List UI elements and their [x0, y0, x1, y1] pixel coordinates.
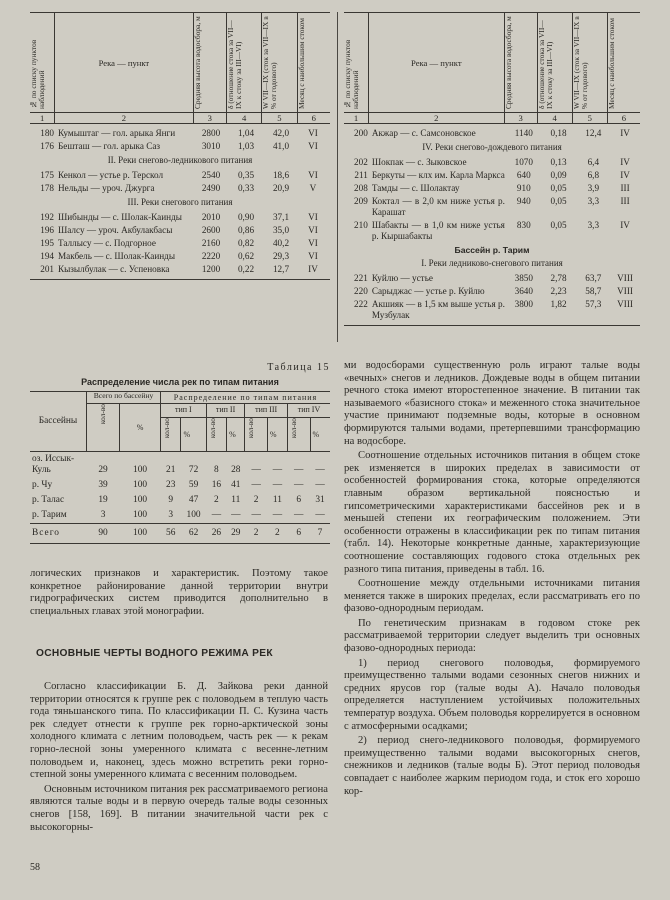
header-col-number: № по списку пунктов наблюдений: [343, 39, 360, 109]
header-type-1: тип I: [174, 405, 192, 414]
table-row: [344, 220, 640, 242]
row-number: 200: [354, 128, 368, 138]
header-basin: Бассейны: [38, 416, 78, 426]
row-river: Акжар — с. Самсоновское: [371, 128, 476, 138]
table-total-row: [30, 524, 330, 544]
row-w: 58,7: [585, 286, 602, 296]
header-col-number: № по списку пунктов наблюдений: [29, 39, 46, 109]
row-month: IV: [620, 170, 630, 180]
row-height: 2490: [201, 183, 221, 193]
row-value: 8: [214, 465, 219, 475]
row-w: 12,4: [585, 128, 602, 138]
header-kol: кол-во: [207, 418, 217, 439]
paragraph: Согласно классификации Б. Д. Зайкова реки данной территории относятся к группе рек с половодьем в теплую часть года тяньшанского типа. По классификации П. С. Кузина часть рек следует отнести к группе рек горно-арктической зоны холодного климата с летним половодьем, часть рек — к рекам горно-лесной зоны умеренного климата с весенне-летним половодьем и, наконец, здесь можно встретить реки горно-степной зоны умеренного климата с весенним половодьем.: [30, 680, 328, 781]
row-value: 11: [231, 495, 241, 505]
row-month: VIII: [617, 286, 633, 296]
row-month: III: [620, 183, 630, 193]
row-value: 19: [98, 495, 108, 505]
row-month: III: [620, 196, 630, 206]
row-value: 90: [98, 528, 108, 538]
row-height: 2220: [201, 251, 221, 261]
row-basin: оз. Иссык-Куль: [32, 454, 75, 475]
row-delta: 0,13: [550, 157, 567, 167]
row-value: —: [211, 510, 222, 520]
row-value: 6: [296, 528, 302, 538]
header-col-height: Средняя высота водосбора, м: [503, 16, 513, 109]
row-value: 41: [231, 480, 241, 490]
row-value: 59: [188, 480, 199, 490]
right-river-table: [344, 12, 640, 326]
table-row: [30, 141, 330, 152]
row-height: 1140: [514, 128, 533, 138]
row-value: 100: [133, 510, 148, 520]
row-delta: 1,03: [237, 141, 255, 151]
row-number: 192: [40, 212, 54, 222]
row-value: 6: [296, 495, 302, 505]
row-value: —: [315, 480, 325, 490]
row-w: 42,0: [272, 128, 290, 138]
row-river: Макбель — с. Шолак-Каинды: [58, 251, 176, 261]
col-number-label: 5: [262, 113, 297, 124]
row-value: 2: [214, 495, 219, 505]
row-month: VI: [308, 212, 318, 222]
table-row: [344, 273, 640, 284]
row-delta: 1,04: [237, 128, 255, 138]
row-delta: 0,82: [237, 238, 255, 248]
row-river: Кумыштаг — гол. арыка Янги: [58, 128, 176, 138]
row-height: 640: [516, 170, 531, 180]
table-row: [30, 264, 330, 275]
table-row: [30, 225, 330, 236]
row-river: Таллысу — с. Подгорное: [58, 238, 156, 248]
row-delta: 0,05: [550, 183, 567, 193]
row-height: 3010: [201, 141, 221, 151]
left-table-body: [30, 128, 330, 280]
paragraph: Соотношение между отдельными источниками питания меняется также в широких пределах, если рассматривать его по фазово-однородным периодам.: [344, 578, 640, 615]
table-label: Таблица 15: [267, 362, 330, 373]
header-col-river: Река — пункт: [411, 57, 462, 68]
row-river: Шабакты — в 1,0 км ниже устья р. Кыршабакты: [371, 220, 505, 241]
row-number: 178: [40, 183, 54, 193]
row-w: 63,7: [585, 273, 602, 283]
table-row: [30, 478, 330, 493]
row-value: —: [315, 510, 325, 520]
row-delta: 0,18: [550, 128, 567, 138]
row-delta: 0,35: [237, 170, 255, 180]
row-month: VI: [308, 251, 318, 261]
paragraph: Основным источником питания рек рассматриваемого региона являются талые воды и в первую очередь талые воды сезонных снегов [158, 169]. В питании значительной части рек с высокогорны-: [30, 783, 328, 833]
header-kol: кол-во: [98, 404, 108, 425]
row-value: 2: [253, 495, 259, 505]
right-table-body: [344, 128, 640, 326]
header-pct: %: [136, 422, 144, 432]
page-number: 58: [30, 862, 40, 873]
row-height: 1200: [201, 264, 221, 274]
row-number: 196: [40, 225, 54, 235]
row-delta: 0,22: [237, 264, 255, 274]
row-height: 830: [516, 220, 531, 230]
row-height: 2800: [201, 128, 221, 138]
row-w: 57,3: [585, 299, 602, 309]
row-value: 7: [317, 528, 323, 538]
table-row: [30, 508, 330, 524]
row-delta: 0,62: [237, 251, 255, 261]
header-kol: кол-во: [246, 418, 256, 439]
table-row: [344, 157, 640, 168]
table-row: [30, 238, 330, 249]
row-number: 221: [354, 273, 368, 283]
paragraph: По генетическим признакам в годовом стоке рек рассматриваемой территории следует выделить три основных фазово-однородных периода:: [344, 617, 640, 655]
col-number-label: 4: [226, 113, 261, 124]
row-river: Шокпак — с. Зыковское: [371, 157, 467, 167]
row-month: VI: [308, 238, 318, 248]
row-delta: 0,09: [550, 170, 567, 180]
section-label: Бассейн р. Тарим: [454, 245, 530, 255]
header-pct: %: [229, 430, 236, 439]
row-month: IV: [620, 128, 630, 138]
row-value: 56: [166, 528, 176, 538]
paragraph: 2) период снего-ледникового половодья, формируемого преимущественно талыми водами высокогорных снегов, снежников и ледников (талые воды Б). Этот период половодья совпадает с наиболее жарким периодом года, и сток его хорошо кор-: [344, 735, 640, 797]
table-row: [30, 452, 330, 479]
row-value: 11: [272, 495, 282, 505]
row-number: 195: [40, 238, 54, 248]
row-w: 6,8: [587, 170, 600, 180]
row-number: 210: [354, 220, 368, 230]
row-value: —: [294, 510, 304, 520]
table-row: [344, 183, 640, 194]
row-river: Куйлю — устье: [371, 273, 433, 283]
col-number-label: 3: [504, 113, 537, 124]
row-value: 62: [188, 528, 199, 538]
table-row: [30, 170, 330, 181]
table-row: [30, 493, 330, 508]
section-label: IV. Реки снегово-дождевого питания: [422, 142, 562, 152]
header-col-delta: δ (отношение стока за VII—IX к стоку за III—VI): [225, 20, 243, 109]
header-kol: кол-во: [288, 418, 298, 439]
row-w: 18,6: [272, 170, 290, 180]
row-number: 208: [354, 183, 368, 193]
row-value: 28: [231, 465, 241, 475]
row-basin: Всего: [32, 528, 60, 538]
row-w: 3,9: [587, 183, 600, 193]
row-basin: р. Талас: [32, 495, 65, 505]
col-number-label: 2: [369, 113, 504, 124]
row-w: 29,3: [272, 251, 290, 261]
paragraph: 1) период снегового половодья, формируемого преимущественно талыми водами сезонных снегов нижних и средних ярусов гор (талые воды А). Начало половодья определяется наступлением устойчивых положительных температур воздуха. Объем половодья коррелируется в основном с атмосферными осадками;: [344, 657, 640, 732]
table-row: [344, 170, 640, 181]
col-number-label: 6: [297, 113, 330, 124]
row-value: 100: [133, 480, 148, 490]
header-col-month: Месяц с наибольшим стоком: [296, 18, 306, 109]
header-pct: %: [312, 430, 320, 439]
row-basin: р. Тарим: [32, 510, 67, 520]
row-river: Коктал — в 2,0 км ниже устья р. Карашат: [371, 196, 505, 217]
row-value: —: [231, 510, 241, 520]
paragraph: Соотношение отдельных источников питания в общем стоке рек изменяется в широких пределах в зависимости от особенностей формирования стока, которые определяются главным образом вертикальной поясностью и гипсометрическими характеристиками бассейнов рек и в меньшей степени их географическим положением. Эти особенности отражены в классификации рек по типам питания (табл. 14). Некоторые конкретные данные, характеризующие соотношение составляющих годового стока отдельных рек разного типа питания, приведены в табл. 16.: [344, 450, 640, 575]
row-month: V: [309, 183, 317, 193]
row-height: 2600: [201, 225, 221, 235]
row-w: 20,9: [272, 183, 290, 193]
row-value: 2: [253, 528, 259, 538]
row-delta: 0,05: [550, 220, 567, 230]
row-w: 12,7: [272, 264, 290, 274]
row-value: —: [272, 510, 283, 520]
row-river: Шалсу — уроч. Акбулакбасы: [58, 225, 173, 235]
row-value: —: [251, 480, 261, 490]
row-delta: 2,78: [550, 273, 567, 283]
right-text-column: [344, 360, 640, 798]
row-delta: 1,82: [550, 299, 567, 309]
table-row: [344, 286, 640, 297]
row-value: 100: [186, 510, 201, 520]
row-basin: р. Чу: [32, 480, 53, 490]
row-month: VIII: [617, 299, 633, 309]
row-number: 201: [40, 264, 54, 274]
row-height: 2540: [201, 170, 221, 180]
row-value: 100: [133, 495, 148, 505]
row-month: VIII: [617, 273, 633, 283]
row-value: 47: [188, 495, 199, 505]
row-w: 41,0: [272, 141, 290, 151]
row-height: 3640: [514, 286, 533, 296]
row-value: 72: [188, 465, 199, 475]
left-text-column: [30, 568, 328, 834]
row-river: Тамды — с. Шолактау: [371, 183, 460, 193]
row-delta: 0,86: [237, 225, 255, 235]
row-month: VI: [308, 225, 318, 235]
row-number: 209: [354, 196, 368, 206]
col-number-label: 5: [572, 113, 607, 124]
column-divider: [337, 12, 338, 342]
row-value: 100: [133, 465, 148, 475]
row-value: —: [251, 465, 261, 475]
row-value: —: [272, 480, 283, 490]
table-title: Распределение числа рек по типам питания: [81, 377, 279, 387]
table-row: [30, 183, 330, 194]
row-value: 3: [100, 510, 106, 520]
row-delta: 0,90: [237, 212, 255, 222]
row-value: 29: [231, 528, 241, 538]
row-number: 194: [40, 251, 54, 261]
header-type-3: тип III: [255, 405, 278, 414]
row-w: 3,3: [587, 196, 600, 206]
table-row: [30, 251, 330, 262]
row-value: 29: [98, 465, 108, 475]
table-row: [344, 299, 640, 321]
row-river: Беркуты — клх им. Карла Маркса: [371, 170, 505, 180]
row-w: 40,2: [272, 238, 290, 248]
row-value: 9: [168, 495, 174, 505]
row-value: 3: [168, 510, 174, 520]
row-height: 2010: [201, 212, 221, 222]
row-number: 222: [354, 299, 368, 309]
header-col-delta: δ (отношение стока за VII—IX к стоку за III—VI): [536, 20, 554, 109]
row-river: Кызылбулак — с. Успеновка: [58, 264, 170, 274]
col-number-label: 3: [193, 113, 226, 124]
table-15: [30, 362, 330, 544]
row-river: Акшияк — в 1,5 км выше устья р. Музбулак: [371, 299, 505, 320]
row-value: —: [272, 465, 283, 475]
table-row: [30, 128, 330, 139]
row-number: 175: [40, 170, 54, 180]
row-height: 940: [516, 196, 531, 206]
col-number-label: 6: [607, 113, 640, 124]
row-w: 37,1: [272, 212, 290, 222]
row-w: 6,4: [587, 157, 600, 167]
row-value: —: [251, 510, 261, 520]
row-w: 3,3: [587, 220, 600, 230]
row-month: VI: [308, 170, 318, 180]
row-value: 16: [211, 480, 222, 490]
header-col-w: W VII—IX (сток за VII—IX в % от годового): [261, 16, 279, 109]
row-river: Сарыджас — устье р. Куйлю: [371, 286, 485, 296]
row-delta: 2,23: [550, 286, 567, 296]
row-height: 3800: [514, 299, 533, 309]
row-delta: 0,05: [550, 196, 567, 206]
row-number: 220: [354, 286, 368, 296]
section-label: III. Реки снегового питания: [127, 197, 233, 207]
header-pct: %: [183, 430, 191, 439]
left-river-table: [30, 12, 330, 280]
row-value: —: [294, 480, 304, 490]
row-river: Бешташ — гол. арыка Саз: [58, 141, 161, 151]
section-label: II. Реки снегово-ледникового питания: [107, 155, 253, 165]
row-number: 180: [40, 128, 54, 138]
row-river: Нельды — уроч. Джурга: [58, 183, 155, 193]
table-row: [344, 128, 640, 139]
row-value: 21: [166, 465, 176, 475]
row-river: Кенкол — устье р. Терскол: [58, 170, 164, 180]
row-number: 202: [354, 157, 368, 167]
row-month: VI: [308, 141, 318, 151]
header-type-4: тип IV: [297, 405, 321, 414]
row-value: 100: [133, 528, 148, 538]
paragraph: логических признаков и характеристик. Поэтому такое конкретное районирование данной территории внутри гидрографических систем приводится дополнительно в специальных главах этой монографии.: [30, 568, 328, 617]
row-value: 2: [275, 528, 280, 538]
col-number-label: 2: [55, 113, 193, 124]
header-col-river: Река — пункт: [98, 57, 150, 68]
row-month: IV: [620, 157, 630, 167]
row-value: 23: [166, 480, 176, 490]
row-delta: 0,33: [237, 183, 255, 193]
row-value: —: [315, 465, 325, 475]
header-col-height: Средняя высота водосбора, м: [192, 16, 202, 109]
table-row: [344, 196, 640, 218]
header-total: Всего по бассейну: [93, 391, 154, 400]
col-number-label: 1: [39, 113, 45, 123]
row-height: 910: [516, 183, 531, 193]
header-type-2: тип II: [215, 405, 236, 414]
row-height: 3850: [514, 273, 533, 283]
row-value: —: [294, 465, 304, 475]
header-pct: %: [269, 430, 277, 439]
header-kol: кол-во: [162, 418, 172, 439]
col-number-label: 4: [537, 113, 572, 124]
row-value: 26: [211, 528, 222, 538]
section-heading: ОСНОВНЫЕ ЧЕРТЫ ВОДНОГО РЕЖИМА РЕК: [36, 648, 273, 660]
row-value: 39: [98, 480, 108, 490]
section-label: I. Реки ледниково-снегового питания: [421, 258, 563, 268]
col-number-label: 1: [353, 113, 359, 123]
header-col-month: Месяц с наибольшим стоком: [606, 18, 616, 109]
paragraph: ми водосборами существенную роль играют талые воды «вечных» снегов и ледников. Дождевые воды в общем питании речного стока имеют второстепенное значение. В питании так называемого «базисного стока» и меженного стока значительное участие принимают подземные воды, которые в основном формируются талыми водами, претерпевшими трансформацию на водосборе.: [344, 360, 640, 447]
header-col-w: W VII—IX (сток за VII—IX в % от годового): [571, 16, 589, 109]
row-height: 2160: [201, 238, 221, 248]
row-w: 35,0: [272, 225, 290, 235]
row-river: Шибынды — с. Шолак-Каинды: [58, 212, 182, 222]
header-distribution: Распределение по типам питания: [173, 393, 318, 402]
row-number: 176: [40, 141, 54, 151]
row-month: VI: [308, 128, 318, 138]
row-month: IV: [308, 264, 318, 274]
row-month: IV: [620, 220, 630, 230]
row-height: 1070: [514, 157, 533, 167]
table-row: [30, 212, 330, 223]
row-value: 31: [315, 495, 325, 505]
row-number: 211: [354, 170, 368, 180]
